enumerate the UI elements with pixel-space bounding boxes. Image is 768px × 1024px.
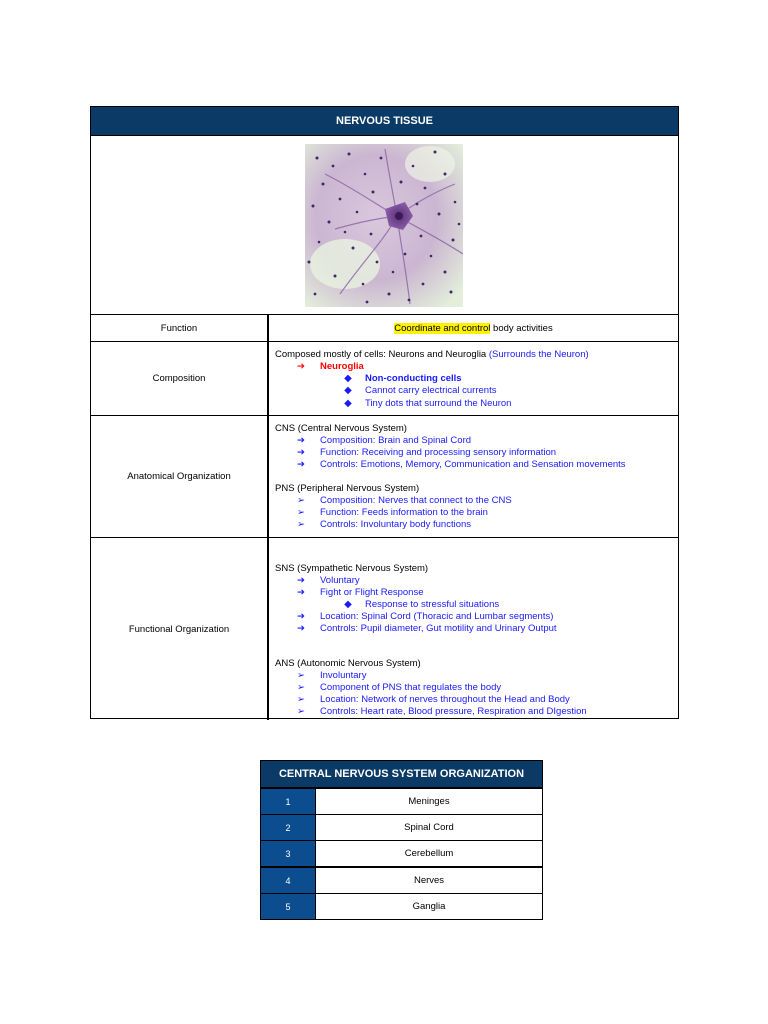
- row-name: Nerves: [316, 867, 543, 894]
- sns-sub-item: Response to stressful situations: [365, 599, 500, 610]
- diamond-bullet-icon: ◆: [344, 599, 352, 610]
- row-number: 5: [260, 893, 316, 920]
- arrowhead-icon: ➢: [297, 682, 305, 693]
- arrow-right-icon: ➔: [297, 575, 305, 586]
- composition-bullet: Cannot carry electrical currents: [365, 385, 497, 396]
- arrow-right-icon: ➔: [297, 459, 305, 470]
- functional-value: [269, 538, 678, 720]
- table-row: [260, 893, 543, 920]
- arrowhead-icon: ➢: [297, 519, 305, 530]
- row-number: 2: [260, 814, 316, 841]
- nervous-tissue-table: [90, 106, 679, 719]
- sns-item: Controls: Pupil diameter, Gut motility and Urinary Output: [320, 623, 557, 634]
- highlighted-text: Coordinate and control: [394, 322, 491, 334]
- cns-item: Composition: Brain and Spinal Cord: [320, 435, 472, 446]
- table-title: NERVOUS TISSUE: [91, 107, 678, 136]
- row-number: 3: [260, 840, 316, 867]
- diamond-bullet-icon: ◆: [344, 398, 352, 409]
- sns-item: Voluntary: [320, 575, 360, 586]
- cns-item: Controls: Emotions, Memory, Communication and Sensation movements: [320, 459, 626, 470]
- cns-organization-table: [260, 760, 543, 920]
- composition-bullet: Non-conducting cells: [365, 373, 462, 384]
- sns-item: Location: Spinal Cord (Thoracic and Lumbar segments): [320, 611, 554, 622]
- function-label: Function: [91, 315, 269, 341]
- ans-item: Controls: Heart rate, Blood pressure, Respiration and DIgestion: [320, 706, 587, 717]
- arrowhead-icon: ➢: [297, 706, 305, 717]
- row-name: Cerebellum: [316, 840, 543, 867]
- table-row: [260, 840, 543, 867]
- table-row: [260, 788, 543, 815]
- cns-item: Function: Receiving and processing sensory information: [320, 447, 557, 458]
- anatomical-value: [269, 416, 678, 537]
- row-name: Ganglia: [316, 893, 543, 920]
- arrow-right-icon: ➔: [297, 435, 305, 446]
- row-number: 1: [260, 788, 316, 815]
- neuroglia-title: Neuroglia: [320, 361, 364, 372]
- diamond-bullet-icon: ◆: [344, 373, 352, 384]
- function-row: [91, 315, 678, 342]
- pns-item: Function: Feeds information to the brain: [320, 507, 488, 518]
- composition-value: [269, 342, 678, 415]
- cns-table-title: CENTRAL NERVOUS SYSTEM ORGANIZATION: [260, 760, 543, 788]
- arrowhead-icon: ➢: [297, 495, 305, 506]
- arrowhead-icon: ➢: [297, 507, 305, 518]
- diamond-bullet-icon: ◆: [344, 385, 352, 396]
- functional-organization-row: [91, 538, 678, 720]
- anatomical-label: Anatomical Organization: [91, 416, 269, 537]
- pns-heading: PNS (Peripheral Nervous System): [275, 483, 420, 494]
- table-row: [260, 867, 543, 894]
- pns-item: Controls: Involuntary body functions: [320, 519, 472, 530]
- arrow-right-icon: ➔: [297, 623, 305, 634]
- anatomical-organization-row: [91, 416, 678, 538]
- ans-item: Component of PNS that regulates the body: [320, 682, 502, 693]
- row-number: 4: [260, 867, 316, 894]
- composition-row: [91, 342, 678, 416]
- composition-label: Composition: [91, 342, 269, 415]
- sns-item: Fight or Flight Response: [320, 587, 424, 598]
- pns-item: Composition: Nerves that connect to the CNS: [320, 495, 512, 506]
- row-name: Meninges: [316, 788, 543, 815]
- image-row: [91, 136, 678, 315]
- composition-note: (Surrounds the Neuron): [488, 349, 589, 360]
- arrow-right-icon: ➔: [297, 587, 305, 598]
- arrowhead-icon: ➢: [297, 670, 305, 681]
- arrow-right-icon: ➔: [297, 447, 305, 458]
- ans-item: Location: Network of nerves throughout the Head and Body: [320, 694, 570, 705]
- functional-label: Functional Organization: [91, 538, 269, 720]
- table-row: [260, 814, 543, 841]
- function-value: [269, 315, 678, 341]
- row-name: Spinal Cord: [316, 814, 543, 841]
- neuron-micrograph-image: [305, 144, 463, 307]
- arrow-right-icon: ➔: [297, 361, 305, 372]
- function-rest-text: body activities: [490, 322, 553, 334]
- cns-heading: CNS (Central Nervous System): [275, 423, 407, 434]
- composition-intro: Composed mostly of cells: Neurons and Neuroglia (Surrounds the Neuron): [275, 349, 589, 360]
- composition-bullet: Tiny dots that surround the Neuron: [365, 398, 512, 409]
- sns-heading: SNS (Sympathetic Nervous System): [275, 563, 429, 574]
- ans-heading: ANS (Autonomic Nervous System): [275, 658, 421, 669]
- ans-item: Involuntary: [320, 670, 367, 681]
- arrowhead-icon: ➢: [297, 694, 305, 705]
- arrow-right-icon: ➔: [297, 611, 305, 622]
